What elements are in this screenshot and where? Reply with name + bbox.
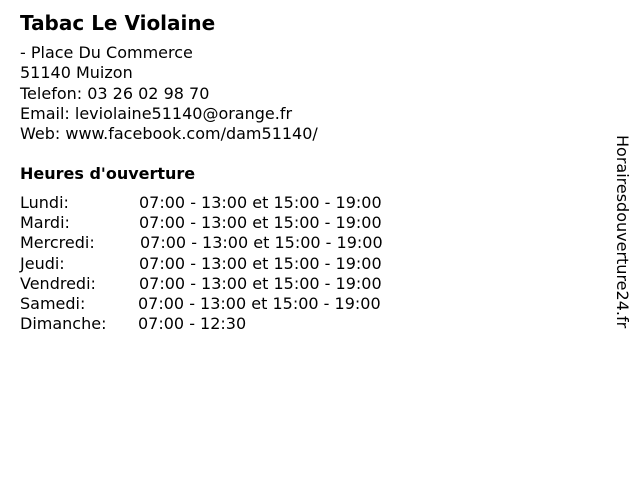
hours-row-tuesday bbox=[20, 213, 383, 233]
hours-row-monday bbox=[20, 193, 383, 213]
hours-row-sunday bbox=[20, 314, 383, 334]
phone-line: Telefon: 03 26 02 98 70 bbox=[20, 83, 210, 103]
email-line: Email: leviolaine51140@orange.fr bbox=[20, 103, 293, 123]
hours-row-wednesday bbox=[20, 233, 383, 253]
time-range: 07:00 - 13:00 et 15:00 - 19:00 bbox=[139, 253, 382, 273]
day-label: Samedi: bbox=[20, 294, 86, 314]
time-range: 07:00 - 13:00 et 15:00 - 19:00 bbox=[139, 193, 382, 212]
hours-row-thursday bbox=[20, 254, 383, 274]
hours-row-saturday bbox=[20, 294, 383, 314]
day-label: Lundi: bbox=[20, 193, 69, 212]
day-label: Mardi: bbox=[20, 213, 70, 233]
time-range: 07:00 - 12:30 bbox=[138, 314, 247, 334]
brand-watermark-text: Horairesdouverture24.fr bbox=[613, 135, 632, 329]
hours-heading: Heures d'ouverture bbox=[20, 164, 196, 183]
time-range: 07:00 - 13:00 et 15:00 - 19:00 bbox=[139, 273, 382, 293]
day-label: Dimanche: bbox=[20, 314, 107, 334]
hours-table bbox=[20, 193, 383, 334]
web-line: Web: www.facebook.com/dam51140/ bbox=[20, 124, 318, 144]
hours-row-friday bbox=[20, 274, 383, 294]
day-label: Vendredi: bbox=[20, 273, 96, 293]
day-label: Jeudi: bbox=[20, 253, 65, 273]
day-label: Mercredi: bbox=[20, 233, 95, 253]
store-contact-block bbox=[20, 43, 318, 144]
address-line-street: - Place Du Commerce bbox=[20, 43, 193, 62]
time-range: 07:00 - 13:00 et 15:00 - 19:00 bbox=[138, 294, 381, 314]
address-line-city: 51140 Muizon bbox=[20, 63, 133, 83]
time-range: 07:00 - 13:00 et 15:00 - 19:00 bbox=[140, 233, 383, 253]
store-name: Tabac Le Violaine bbox=[20, 11, 216, 35]
time-range: 07:00 - 13:00 et 15:00 - 19:00 bbox=[139, 213, 382, 233]
